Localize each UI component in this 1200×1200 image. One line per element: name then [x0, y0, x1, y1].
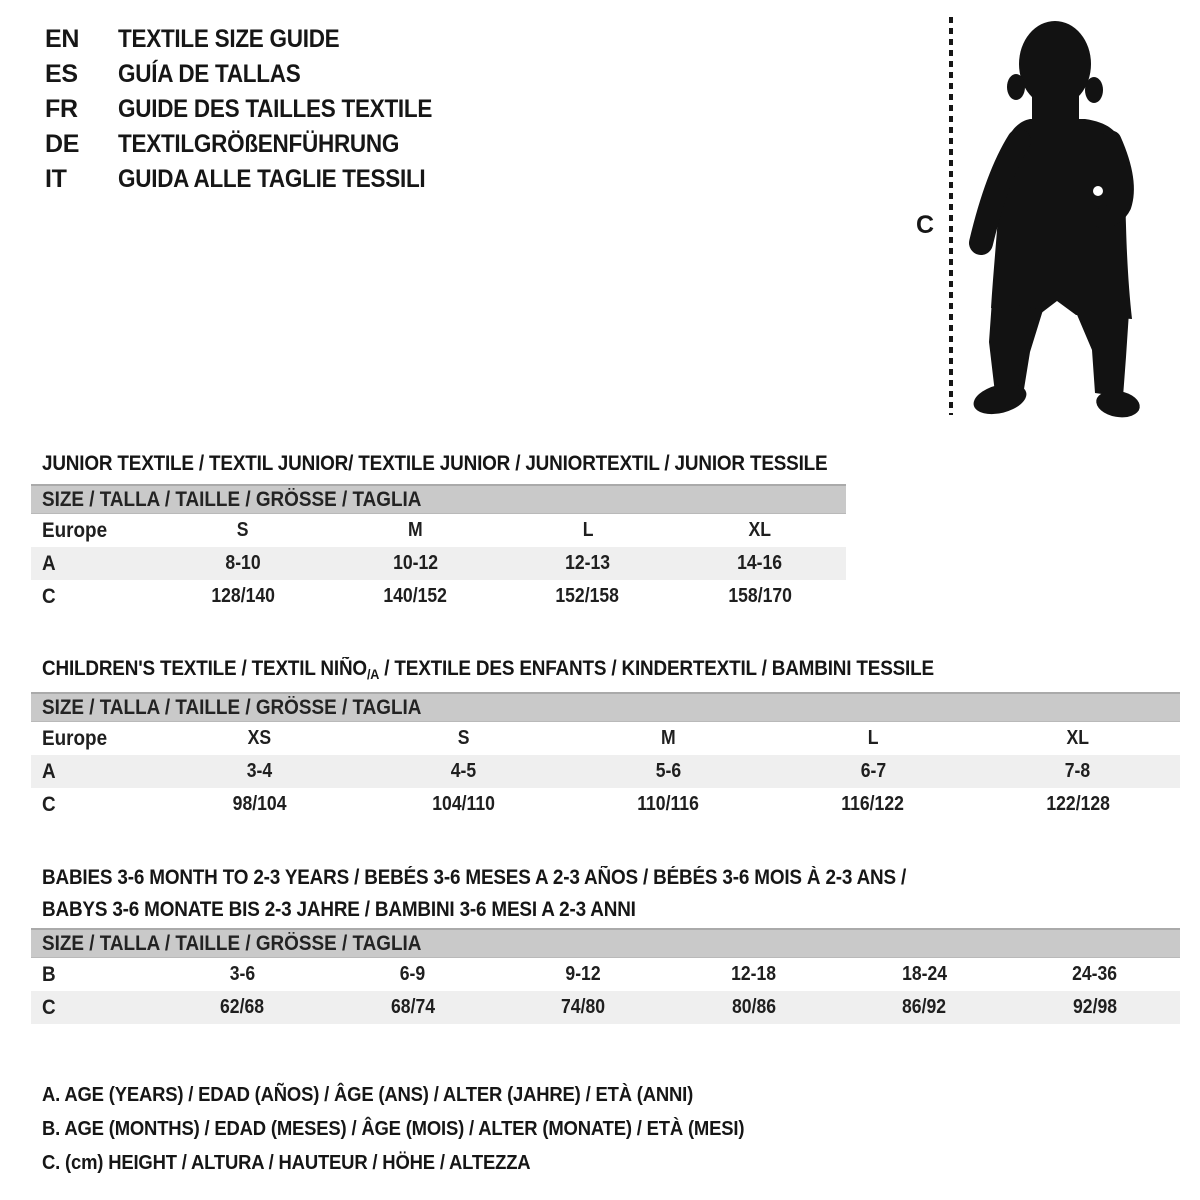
- size-cell: XL: [1066, 727, 1089, 749]
- table-row: [31, 755, 1180, 788]
- size-header-bar: SIZE / TALLA / TAILLE / GRÖSSE / TAGLIA: [31, 928, 1180, 958]
- junior-size-table: [31, 484, 846, 613]
- row-label: Europe: [42, 519, 108, 542]
- size-cell: 62/68: [220, 996, 265, 1018]
- size-cell: 9-12: [565, 963, 601, 985]
- size-cell: L: [582, 519, 594, 541]
- size-cell: M: [408, 519, 423, 541]
- size-cell: 80/86: [731, 996, 776, 1018]
- size-header-bar: SIZE / TALLA / TAILLE / GRÖSSE / TAGLIA: [31, 692, 1180, 722]
- language-row: [45, 57, 467, 92]
- size-header-bar: SIZE / TALLA / TAILLE / GRÖSSE / TAGLIA: [31, 484, 846, 514]
- size-cell: 4-5: [451, 760, 477, 782]
- size-cell: 122/128: [1045, 793, 1110, 815]
- size-cell: 152/158: [555, 585, 620, 607]
- language-row: [45, 22, 467, 57]
- language-code: FR: [45, 95, 78, 123]
- height-measure-label: C: [916, 211, 935, 239]
- size-cell: 110/116: [637, 793, 700, 815]
- size-cell: 10-12: [392, 552, 438, 574]
- size-cell: XL: [748, 519, 772, 541]
- table-row: [31, 788, 1180, 821]
- table-row: [31, 991, 1180, 1024]
- row-label: A: [42, 552, 56, 575]
- size-cell: 68/74: [390, 996, 435, 1018]
- language-row: [45, 127, 467, 162]
- language-code: ES: [45, 60, 78, 88]
- size-cell: 6-7: [860, 760, 886, 782]
- size-cell: 104/110: [432, 793, 496, 815]
- measurement-legend: [42, 1078, 822, 1180]
- size-cell: 128/140: [211, 585, 275, 607]
- size-cell: 74/80: [561, 996, 606, 1018]
- language-code: EN: [45, 25, 80, 53]
- size-cell: 98/104: [232, 793, 287, 815]
- size-cell: 8-10: [225, 552, 261, 574]
- size-cell: 12-18: [731, 963, 777, 985]
- size-cell: M: [661, 727, 676, 749]
- table-row: [31, 514, 846, 547]
- row-label: A: [42, 760, 56, 783]
- toddler-silhouette-icon: [880, 0, 1200, 440]
- guide-title: TEXTILE SIZE GUIDE: [118, 25, 340, 53]
- row-label: C: [42, 585, 56, 608]
- size-cell: 158/170: [728, 585, 792, 607]
- children-size-table: [31, 692, 1180, 821]
- size-cell: 116/122: [841, 793, 905, 815]
- row-label: C: [42, 793, 56, 816]
- language-code: IT: [45, 165, 67, 193]
- size-cell: XS: [247, 727, 272, 749]
- table-row: [31, 722, 1180, 755]
- babies-section-title: BABIES 3-6 MONTH TO 2-3 YEARS / BEBÉS 3-6 MESES A 2-3 AÑOS / BÉBÉS 3-6 MOIS À 2-3 ANS / BABYS 3-6 MONATE BIS 2-3 JAHRE / BAMBINI 3-6 MESI A 2-3 ANNI: [42, 866, 907, 922]
- size-cell: 92/98: [1072, 996, 1117, 1018]
- children-section-title: CHILDREN'S TEXTILE / TEXTIL $NIÑO_{/A}$ / TEXTILE DES ENFANTS / KINDERTEXTIL / BAMBINI TESSILE: [42, 657, 934, 683]
- size-cell: S: [237, 519, 249, 541]
- size-cell: S: [458, 727, 470, 749]
- size-cell: 18-24: [901, 963, 947, 985]
- size-cell: 140/152: [383, 585, 448, 607]
- size-cell: 6-9: [400, 963, 426, 985]
- language-code: DE: [45, 130, 80, 158]
- legend-line-b: B. AGE (MONTHS) / EDAD (MESES) / ÂGE (MOIS) / ALTER (MONATE) / ETÀ (MESI): [42, 1117, 745, 1140]
- row-label: B: [42, 963, 56, 986]
- guide-title: TEXTILGRÖßENFÜHRUNG: [118, 130, 400, 158]
- size-cell: L: [867, 727, 879, 749]
- legend-line-c: C. (cm) HEIGHT / ALTURA / HAUTEUR / HÖHE / ALTEZZA: [42, 1151, 531, 1174]
- legend-line-a: A. AGE (YEARS) / EDAD (AÑOS) / ÂGE (ANS) / ALTER (JAHRE) / ETÀ (ANNI): [42, 1083, 694, 1106]
- table-row: [31, 958, 1180, 991]
- guide-title: GUÍA DE TALLAS: [118, 60, 301, 88]
- guide-title: GUIDE DES TAILLES TEXTILE: [118, 95, 433, 123]
- size-cell: 3-4: [246, 760, 273, 782]
- size-cell: 12-13: [565, 552, 611, 574]
- size-cell: 24-36: [1072, 963, 1118, 985]
- size-cell: 5-6: [655, 760, 682, 782]
- row-label: Europe: [42, 727, 108, 750]
- size-cell: 3-6: [229, 963, 255, 985]
- guide-title: GUIDA ALLE TAGLIE TESSILI: [118, 165, 426, 193]
- table-row: [31, 580, 846, 613]
- language-title-block: [45, 22, 467, 197]
- table-row: [31, 547, 846, 580]
- row-label: C: [42, 996, 56, 1019]
- size-cell: 86/92: [902, 996, 947, 1018]
- babies-size-table: [31, 928, 1180, 1024]
- size-cell: 14-16: [737, 552, 783, 574]
- junior-section-title: JUNIOR TEXTILE / TEXTIL JUNIOR/ TEXTILE JUNIOR / JUNIORTEXTIL / JUNIOR TESSILE: [42, 452, 828, 476]
- size-cell: 7-8: [1064, 760, 1091, 782]
- language-row: [45, 162, 467, 197]
- language-row: [45, 92, 467, 127]
